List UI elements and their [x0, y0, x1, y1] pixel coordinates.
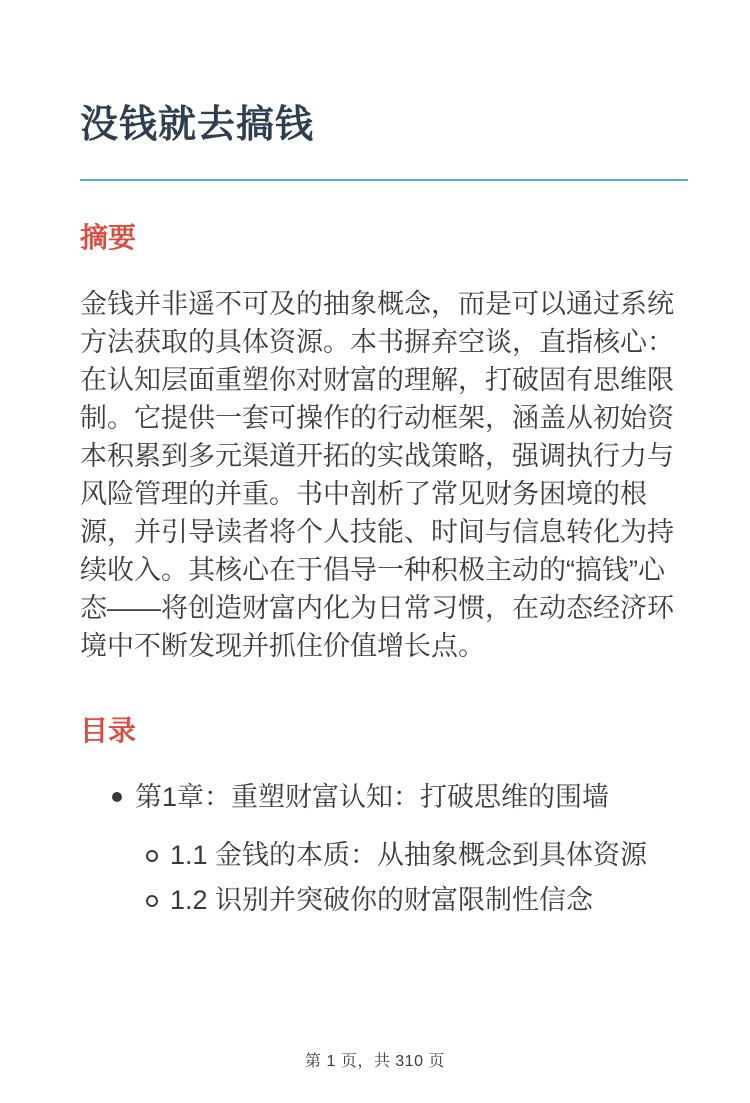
bullet-disc-icon	[112, 792, 122, 802]
abstract-heading: 摘要	[80, 221, 137, 253]
bullet-circle-icon	[146, 850, 158, 862]
toc-heading: 目录	[80, 715, 137, 747]
toc-chapter-item	[80, 778, 688, 919]
toc-chapter-label: 第1章：重塑财富认知：打破思维的围墙	[135, 781, 610, 812]
abstract-paragraph: 金钱并非遥不可及的抽象概念，而是可以通过系统方法获取的具体资源。本书摒弃空谈，直指核心：在认知层面重塑你对财富的理解，打破固有思维限制。它提供一套可操作的行动框架，涵盖从初始资本积累到多元渠道开拓的实战策略，强调执行力与风险管理的并重。书中剖析了常见财务困境的根源，并引导读者将个人技能、时间与信息转化为持续收入。其核心在于倡导一种积极主动的“搞钱”心态——将创造财富内化为日常习惯，在动态经济环境中不断发现并抓住价值增长点。	[80, 289, 674, 662]
page-footer: 第 1 页，共 310 页	[305, 1053, 445, 1070]
toc-sublist	[135, 836, 688, 919]
toc-subitem-label: 1.1 金钱的本质：从抽象概念到具体资源	[170, 839, 648, 870]
document-page	[0, 103, 750, 1103]
toc-subitem	[135, 836, 688, 874]
toc-subitem	[135, 881, 688, 919]
toc-list	[80, 778, 688, 919]
bullet-circle-icon	[146, 895, 158, 907]
toc-subitem-label: 1.2 识别并突破你的财富限制性信念	[170, 884, 594, 915]
page-title: 没钱就去搞钱	[80, 103, 688, 181]
